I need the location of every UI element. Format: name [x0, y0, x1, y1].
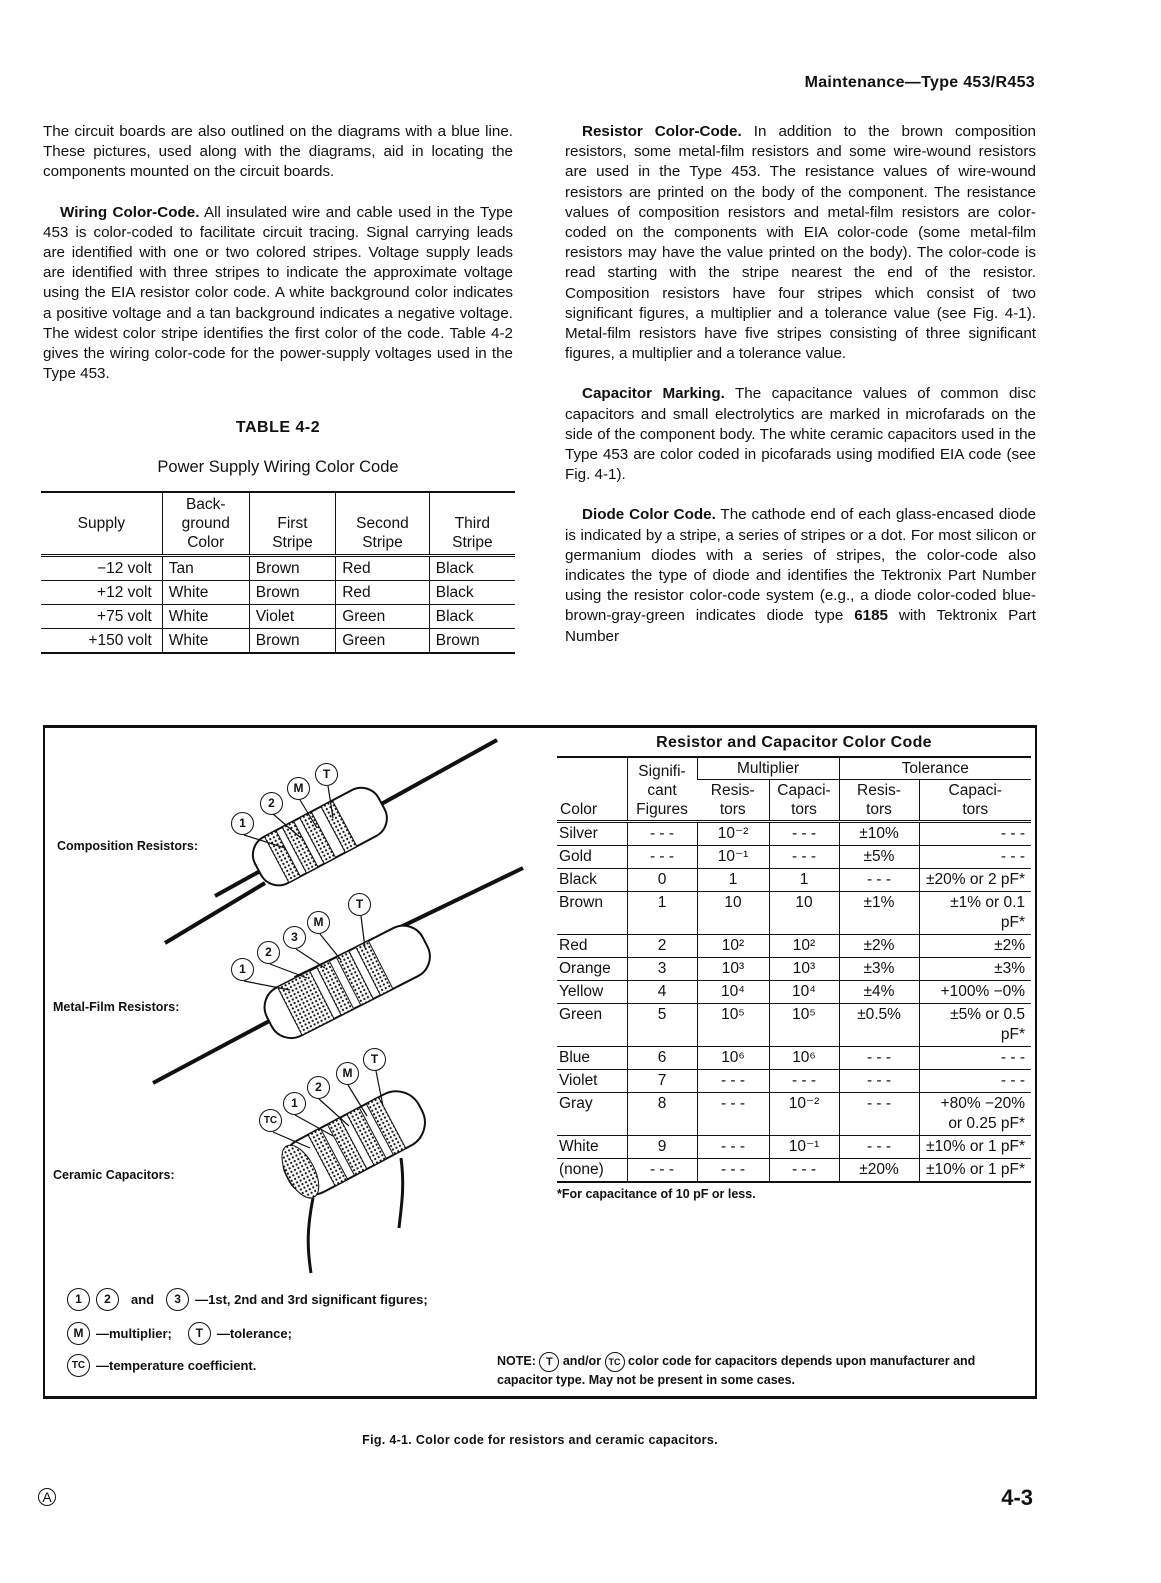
- cell: ±2%: [839, 935, 919, 958]
- cell: - - -: [839, 1136, 919, 1159]
- cell: White: [162, 604, 249, 628]
- color-code-title: Resistor and Capacitor Color Code: [656, 734, 932, 751]
- cc-th-multiplier: [697, 757, 839, 780]
- cell: Green: [557, 1004, 627, 1047]
- table-row: [557, 1047, 1031, 1070]
- cell: 1: [769, 869, 839, 892]
- cell: Black: [429, 604, 515, 628]
- cell: - - -: [769, 1159, 839, 1183]
- cell: Red: [336, 555, 430, 580]
- cc-th-res-1: Resis-: [710, 782, 755, 799]
- legend-1-icon: 1: [67, 1288, 90, 1311]
- cell: - - -: [697, 1136, 769, 1159]
- note-andor: and/or: [562, 1354, 602, 1368]
- marker-1-icon: 1: [283, 1092, 306, 1115]
- cell: - - -: [627, 1159, 697, 1183]
- cell: 8: [627, 1093, 697, 1136]
- cell: Gray: [557, 1093, 627, 1136]
- cell: Green: [336, 604, 430, 628]
- cell: - - -: [839, 869, 919, 892]
- th-supply-label: Supply: [77, 514, 126, 532]
- cell: +75 volt: [41, 604, 162, 628]
- cc-th-color-label: Color: [560, 801, 598, 818]
- cell: White: [162, 628, 249, 653]
- th-first-2: Stripe: [272, 533, 313, 551]
- figure-caption: Fig. 4-1. Color code for resistors and ceramic capacitors.: [362, 1433, 718, 1447]
- cell: - - -: [919, 1047, 1031, 1070]
- cell: Red: [336, 580, 430, 604]
- cc-th-sig-3: Figures: [636, 801, 688, 818]
- cell: +150 volt: [41, 628, 162, 653]
- cell: 6: [627, 1047, 697, 1070]
- table-row: [557, 1159, 1031, 1183]
- cell: (none): [557, 1159, 627, 1183]
- diode-type: 6185: [854, 607, 888, 625]
- cell: ±5% or 0.5 pF*: [919, 1004, 1031, 1047]
- table-row: [557, 1070, 1031, 1093]
- th-bg-3: Color: [187, 533, 225, 551]
- cc-th-tol-cap: [919, 780, 1031, 822]
- cell: - - -: [697, 1159, 769, 1183]
- th-background: [162, 492, 249, 556]
- cell: ±5%: [839, 846, 919, 869]
- table-row: [41, 580, 515, 604]
- table-row: [557, 958, 1031, 981]
- cc-th-cap-2: tors: [962, 801, 989, 818]
- cc-th-cap-2: tors: [791, 801, 817, 818]
- page-number: 4-3: [1001, 1485, 1033, 1510]
- marker-m-icon: M: [307, 911, 330, 934]
- cc-th-cap-1: Capaci-: [948, 782, 1002, 799]
- cell: ±20% or 2 pF*: [919, 869, 1031, 892]
- figure-note: [497, 1352, 1027, 1389]
- cell: ±0.5%: [839, 1004, 919, 1047]
- cell: - - -: [839, 1093, 919, 1136]
- cc-th-color: [557, 757, 627, 822]
- cell: +100% −0%: [919, 981, 1031, 1004]
- note-prefix: NOTE:: [497, 1354, 536, 1368]
- cell: 10⁶: [769, 1047, 839, 1070]
- cell: +12 volt: [41, 580, 162, 604]
- note-text: color code for capacitors depends upon manufacturer and capacitor type. May not be present in some cases.: [497, 1354, 976, 1387]
- diode-paragraph: [565, 505, 1036, 646]
- legend-m-icon: M: [67, 1322, 90, 1345]
- cell: 10⁻²: [769, 1093, 839, 1136]
- cell: 10²: [769, 935, 839, 958]
- table-row: [557, 935, 1031, 958]
- wiring-text: All insulated wire and cable used in the Type 453 is color-coded to facilitate circuit tracing. Signal carrying leads are identified with one or two colored stripes. Voltage supply leads are identified with three stripes to indicate the approximate voltage using the EIA resistor color code. A white background color indicates a positive voltage and a tan background indicates a negative voltage. The widest color stripe identifies the first color of the code. Table 4-2 gives the wiring color-code for the power-supply voltages used in the Type 453.: [43, 203, 513, 383]
- ceramic-label: Ceramic Capacitors:: [53, 1168, 175, 1182]
- cell: ±1% or 0.1 pF*: [919, 892, 1031, 935]
- power-supply-table: [41, 491, 515, 654]
- th-bg-2: ground: [181, 514, 230, 532]
- th-third: [429, 492, 515, 556]
- note-tc-icon: TC: [605, 1352, 625, 1372]
- legend-tolerance-text: —tolerance;: [216, 1326, 292, 1341]
- cc-header-row-1: [557, 757, 1031, 780]
- left-column: [43, 122, 513, 654]
- th-bg-1: Back-: [185, 495, 226, 513]
- cell: 10: [697, 892, 769, 935]
- cell: White: [557, 1136, 627, 1159]
- cc-th-res-2: tors: [719, 801, 746, 818]
- cell: 7: [627, 1070, 697, 1093]
- cell: Green: [336, 628, 430, 653]
- marker-1-icon: 1: [231, 812, 254, 835]
- marker-1-icon: 1: [231, 958, 254, 981]
- legend-and: and: [131, 1292, 155, 1307]
- cell: ±10% or 1 pF*: [919, 1136, 1031, 1159]
- cc-th-tolerance-label: Tolerance: [901, 760, 969, 777]
- cc-th-multiplier-label: Multiplier: [736, 760, 799, 777]
- th-first-1: First: [277, 514, 308, 532]
- marker-m-icon: M: [336, 1062, 359, 1085]
- cell: Black: [429, 555, 515, 580]
- cc-th-sig-2: cant: [647, 782, 677, 799]
- table-row: [557, 1004, 1031, 1047]
- cell: Orange: [557, 958, 627, 981]
- wiring-heading: Wiring Color-Code.: [60, 203, 200, 221]
- cell: White: [162, 580, 249, 604]
- cell: ±20%: [839, 1159, 919, 1183]
- table-row: [557, 981, 1031, 1004]
- capacitor-heading: Capacitor Marking.: [582, 385, 725, 403]
- legend-t-icon: T: [188, 1322, 211, 1345]
- cell: 10⁵: [697, 1004, 769, 1047]
- diode-tail: with Tektronix Part Number: [565, 607, 1036, 645]
- cell: 10⁻¹: [769, 1136, 839, 1159]
- cell: - - -: [769, 822, 839, 846]
- cell: ±3%: [919, 958, 1031, 981]
- cell: 10⁻²: [697, 822, 769, 846]
- cell: 10⁴: [769, 981, 839, 1004]
- cell: - - -: [769, 846, 839, 869]
- marker-t-icon: T: [348, 893, 371, 916]
- marker-2-icon: 2: [257, 941, 280, 964]
- cell: ±10% or 1 pF*: [919, 1159, 1031, 1183]
- cell: 4: [627, 981, 697, 1004]
- table-row: [41, 628, 515, 653]
- cell: 2: [627, 935, 697, 958]
- cell: −12 volt: [41, 555, 162, 580]
- legend-multiplier: [67, 1322, 292, 1345]
- cell: - - -: [697, 1093, 769, 1136]
- diode-heading: Diode Color Code.: [582, 506, 716, 524]
- legend-temperature: [67, 1354, 256, 1377]
- capacitor-text: The capacitance values of common disc capacitors and small electrolytics are marked in microfarads on the side of the component body. The white ceramic capacitors used in the Type 453 are color coded in picofarads using modified EIA code (see Fig. 4-1).: [565, 385, 1036, 484]
- cell: Red: [557, 935, 627, 958]
- color-code-footnote: *For capacitance of 10 pF or less.: [557, 1187, 756, 1201]
- cell: ±4%: [839, 981, 919, 1004]
- cell: 0: [627, 869, 697, 892]
- cell: - - -: [919, 846, 1031, 869]
- marker-3-icon: 3: [283, 926, 306, 949]
- cell: ±1%: [839, 892, 919, 935]
- marker-m-icon: M: [287, 777, 310, 800]
- cell: 1: [627, 892, 697, 935]
- table-row: [557, 1093, 1031, 1136]
- table-4-2-title: TABLE 4-2: [235, 419, 321, 437]
- th-first: [249, 492, 335, 556]
- table-row: [41, 604, 515, 628]
- th-second-1: Second: [356, 514, 409, 532]
- cc-th-cap-1: Capaci-: [777, 782, 831, 799]
- cell: 3: [627, 958, 697, 981]
- marker-t-icon: T: [315, 763, 338, 786]
- table-row: [41, 555, 515, 580]
- cc-th-significant: [627, 757, 697, 822]
- cell: - - -: [627, 846, 697, 869]
- cell: Black: [429, 580, 515, 604]
- legend-figures: —1st, 2nd and 3rd significant figures;: [195, 1292, 428, 1307]
- table-row: [557, 892, 1031, 935]
- legend-2-icon: 2: [96, 1288, 119, 1311]
- table-row: [557, 869, 1031, 892]
- figure-4-1: [43, 725, 1037, 1399]
- cell: 10⁶: [697, 1047, 769, 1070]
- cell: Tan: [162, 555, 249, 580]
- running-header: Maintenance—Type 453/R453: [804, 74, 1035, 91]
- cell: Silver: [557, 822, 627, 846]
- cc-th-tol-res: [839, 780, 919, 822]
- th-second-2: Stripe: [362, 533, 403, 551]
- cc-th-sig-1: Signifi-: [638, 763, 686, 780]
- cell: - - -: [919, 1070, 1031, 1093]
- color-code-table: [557, 756, 1031, 1183]
- cell: +80% −20% or 0.25 pF*: [919, 1093, 1031, 1136]
- cell: ±3%: [839, 958, 919, 981]
- resistor-paragraph: [565, 122, 1036, 364]
- cc-th-mult-cap: [769, 780, 839, 822]
- th-supply: [41, 492, 162, 556]
- cell: Brown: [249, 580, 335, 604]
- cell: - - -: [627, 822, 697, 846]
- cell: - - -: [919, 822, 1031, 846]
- table-row: [557, 1136, 1031, 1159]
- color-code-table-block: [557, 734, 1031, 1201]
- metal-film-resistor-drawing: [153, 868, 523, 1083]
- marker-2-icon: 2: [307, 1076, 330, 1099]
- marker-tc-icon: TC: [259, 1109, 282, 1132]
- th-third-2: Stripe: [452, 533, 493, 551]
- legend-3-icon: 3: [166, 1288, 189, 1311]
- cell: - - -: [839, 1070, 919, 1093]
- marker-t-icon: T: [363, 1048, 386, 1071]
- right-column: [565, 122, 1036, 667]
- marker-2-icon: 2: [260, 792, 283, 815]
- cell: 10: [769, 892, 839, 935]
- cell: Yellow: [557, 981, 627, 1004]
- legend-tc-icon: TC: [67, 1354, 90, 1377]
- cell: 10⁵: [769, 1004, 839, 1047]
- cell: 10⁴: [697, 981, 769, 1004]
- cell: ±10%: [839, 822, 919, 846]
- cell: - - -: [839, 1047, 919, 1070]
- th-second: [336, 492, 430, 556]
- cell: Black: [557, 869, 627, 892]
- metal-film-label: Metal-Film Resistors:: [53, 1000, 180, 1014]
- cell: Blue: [557, 1047, 627, 1070]
- table-row: [557, 822, 1031, 846]
- note-t-icon: T: [539, 1352, 559, 1372]
- cell: Violet: [557, 1070, 627, 1093]
- intro-paragraph: The circuit boards are also outlined on the diagrams with a blue line. These pictures, used along with the diagrams, aid in locating the components mounted on the circuit boards.: [43, 123, 513, 181]
- color-code-body: [557, 822, 1031, 1183]
- cell: Brown: [249, 628, 335, 653]
- corner-mark-icon: A: [38, 1488, 56, 1506]
- cell: - - -: [697, 1070, 769, 1093]
- cell: - - -: [769, 1070, 839, 1093]
- legend-significant: [67, 1288, 428, 1311]
- th-third-1: Third: [454, 514, 491, 532]
- cell: 10³: [769, 958, 839, 981]
- cc-th-res-1: Resis-: [857, 782, 901, 799]
- cell: 10²: [697, 935, 769, 958]
- cell: Brown: [557, 892, 627, 935]
- resistor-text: In addition to the brown composition resistors, some metal-film resistors and some wire-wound resistors are used in the Type 453. The resistance values of wire-wound resistors are printed on the body of the component. The resistance values of composition resistors and metal-film resistors are color-coded on the components with EIA color-code (some metal-film resistors may have the value printed on the body). The color-code is read starting with the stripe nearest the end of the resistor. Composition resistors have four stripes which consist of two significant figures, a multiplier and a tolerance value (see Fig. 4-1). Metal-film resistors have five stripes consisting of three significant figures, a multiplier and a tolerance value.: [565, 123, 1037, 363]
- table-row: [557, 846, 1031, 869]
- cc-th-tolerance: [839, 757, 1031, 780]
- cell: Violet: [249, 604, 335, 628]
- cell: 9: [627, 1136, 697, 1159]
- cell: 1: [697, 869, 769, 892]
- cell: Gold: [557, 846, 627, 869]
- cell: ±2%: [919, 935, 1031, 958]
- resistor-heading: Resistor Color-Code.: [582, 123, 742, 140]
- cc-th-res-2: tors: [866, 801, 892, 818]
- cell: 10³: [697, 958, 769, 981]
- cell: Brown: [249, 555, 335, 580]
- wiring-paragraph: [43, 203, 513, 385]
- legend-multiplier-text: —multiplier;: [96, 1326, 172, 1341]
- cell: Brown: [429, 628, 515, 653]
- capacitor-paragraph: [565, 384, 1036, 485]
- cell: 5: [627, 1004, 697, 1047]
- composition-label: Composition Resistors:: [57, 839, 198, 853]
- cell: 10⁻¹: [697, 846, 769, 869]
- cc-th-mult-res: [697, 780, 769, 822]
- legend-temperature-text: —temperature coefficient.: [96, 1358, 257, 1373]
- diode-text: The cathode end of each glass-encased diode is indicated by a stripe, a series of stripes or a dot. For most silicon or germanium diodes with a series of stripes, the color-code also indicates the type of diode and identifies the Tektronix Part Number using the resistor color-code system (e.g., a diode color-coded blue-brown-gray-green indicates diode type: [565, 506, 1037, 625]
- table-4-2-subtitle: Power Supply Wiring Color Code: [157, 457, 399, 476]
